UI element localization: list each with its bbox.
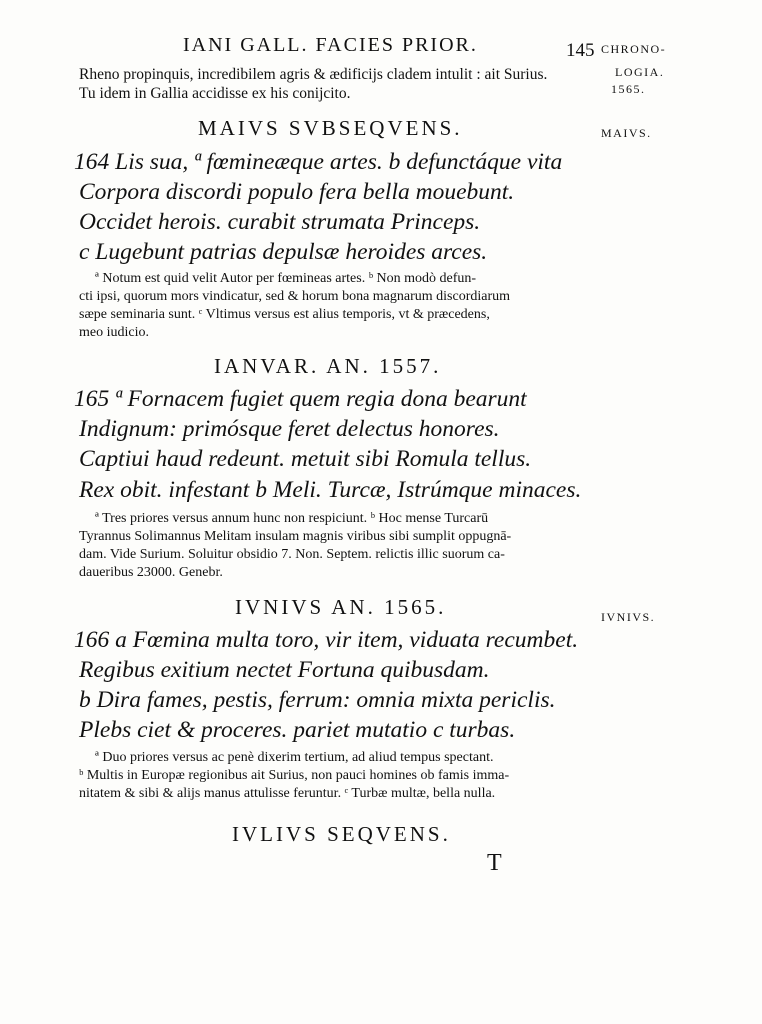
footnote-line: cti ipsi, quorum mors vindicatur, sed & horum bona magnarum discordiarum — [79, 289, 511, 304]
section-title-iunius: IVNIVS AN. 1565. — [235, 595, 447, 619]
verse-line: Occidet herois. curabit strumata Princeps. — [79, 209, 481, 235]
catchword: T — [487, 850, 502, 876]
verse-line: 165 ª Fornacem fugiet quem regia dona bearunt — [74, 386, 527, 412]
verse-line: Captiui haud redeunt. metuit sibi Romula tellus. — [79, 446, 532, 472]
verse-line: Regibus exitium nectet Fortuna quibusdam. — [79, 657, 490, 683]
footnote-line: dam. Vide Surium. Soluitur obsidio 7. Non. Septem. relictis illic suorum ca- — [79, 547, 505, 562]
verse-line: Indignum: primósque feret delectus honores. — [79, 416, 500, 442]
page-number: 145 — [566, 40, 595, 61]
verse-line: Plebs ciet & proceres. pariet mutatio c turbas. — [79, 717, 516, 743]
footnote-line: ᵇ Multis in Europæ regionibus ait Surius, non pauci homines ob famis imma- — [79, 768, 510, 783]
running-title: IANI GALL. FACIES PRIOR. — [183, 34, 478, 56]
intro-line: Tu idem in Gallia accidisse ex his conijcito. — [79, 85, 351, 102]
section-title-maius: MAIVS SVBSEQVENS. — [198, 116, 463, 140]
verse-line: b Dira fames, pestis, ferrum: omnia mixta periclis. — [79, 687, 556, 713]
margin-note-line: CHRONO- — [601, 42, 667, 56]
verse-line: 164 Lis sua, ª fœmineæque artes. b defunctáque vita — [74, 149, 563, 175]
section-title-iulius: IVLIVS SEQVENS. — [232, 822, 451, 846]
footnote-line: ª Tres priores versus annum hunc non respiciunt. ᵇ Hoc mense Turcarū — [95, 511, 489, 526]
margin-note-chronologia — [601, 42, 666, 96]
verse-line: 166 a Fœmina multa toro, vir item, viduata recumbet. — [74, 627, 579, 653]
footnote-line: meo iudicio. — [79, 325, 149, 340]
verse-line: Corpora discordi populo fera bella mouebunt. — [79, 179, 515, 205]
section-title-ianuar: IANVAR. AN. 1557. — [214, 354, 442, 378]
verse-line: Rex obit. infestant b Meli. Turcæ, Istrúmque minaces. — [79, 477, 582, 503]
footnote-line: ª Duo priores versus ac penè dixerim tertium, ad aliud tempus spectant. — [95, 750, 494, 765]
footnote-line: ª Notum est quid velit Autor per fœmineas artes. ᵇ Non modò defun- — [95, 271, 477, 286]
margin-note-maius: MAIVS. — [601, 126, 652, 140]
margin-note-line: 1565. — [611, 82, 646, 96]
footnote-line: daueribus 23000. Genebr. — [79, 565, 223, 580]
footnote-line: sæpe seminaria sunt. ᶜ Vltimus versus est alius temporis, vt & præcedens, — [79, 307, 490, 322]
intro-line: Rheno propinquis, incredibilem agris & ædificijs cladem intulit : ait Surius. — [79, 66, 548, 83]
verse-line: c Lugebunt patrias depulsæ heroides arces. — [79, 239, 488, 265]
margin-note-iunius: IVNIVS. — [601, 610, 656, 624]
margin-note-line: LOGIA. — [615, 65, 665, 79]
footnote-line: nitatem & sibi & alijs manus attulisse feruntur. ᶜ Turbæ multæ, bella nulla. — [79, 786, 496, 801]
footnote-line: Tyrannus Solimannus Melitam insulam magnis viribus sibi sumplit oppugnā- — [79, 529, 512, 544]
